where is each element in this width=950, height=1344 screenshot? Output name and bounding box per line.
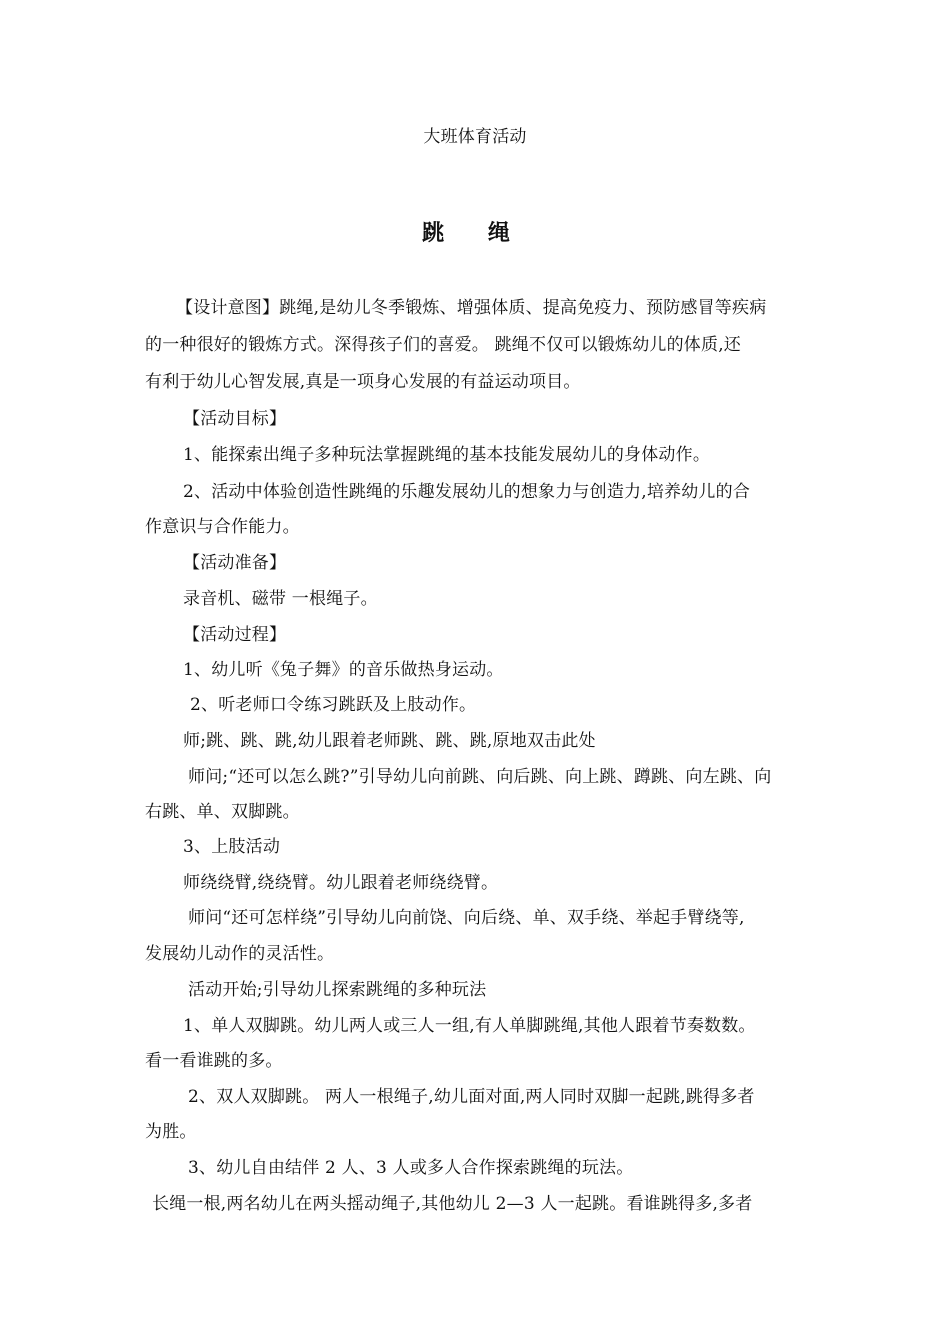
paragraph-line: 录音机、磁带 一根绳子。 xyxy=(183,589,378,609)
paragraph-line: 作意识与合作能力。 xyxy=(145,517,300,537)
document-title: 跳 绳 xyxy=(422,220,528,246)
paragraph-line: 有利于幼儿心智发展,真是一项身心发展的有益运动项目。 xyxy=(145,372,581,392)
paragraph-line: 3、上肢活动 xyxy=(183,837,281,857)
paragraph-line: 右跳、单、双脚跳。 xyxy=(145,802,300,822)
paragraph-line: 长绳一根,两名幼儿在两头摇动绳子,其他幼儿 2—3 人一起跳。看谁跳得多,多者 xyxy=(152,1194,753,1214)
paragraph-line: 1、能探索出绳子多种玩法掌握跳绳的基本技能发展幼儿的身体动作。 xyxy=(183,445,711,465)
paragraph-line: 【设计意图】跳绳,是幼儿冬季锻炼、增强体质、提高免疫力、预防感冒等疾病 xyxy=(176,298,767,318)
paragraph-line: 师问;“还可以怎么跳?”引导幼儿向前跳、向后跳、向上跳、蹲跳、向左跳、向 xyxy=(188,767,772,787)
paragraph-line: 2、活动中体验创造性跳绳的乐趣发展幼儿的想象力与创造力,培养幼儿的合 xyxy=(183,482,751,502)
paragraph-line: 1、幼儿听《兔子舞》的音乐做热身运动。 xyxy=(183,660,504,680)
paragraph-line: 师绕绕臂,绕绕臂。幼儿跟着老师绕绕臂。 xyxy=(183,873,499,893)
paragraph-line: 看一看谁跳的多。 xyxy=(145,1051,283,1071)
document-subtitle: 大班体育活动 xyxy=(423,127,527,147)
section-heading: 【活动过程】 xyxy=(183,625,287,645)
paragraph-line: 的一种很好的锻炼方式。深得孩子们的喜爱。 跳绳不仅可以锻炼幼儿的体质,还 xyxy=(145,335,742,355)
paragraph-line: 发展幼儿动作的灵活性。 xyxy=(145,944,335,964)
paragraph-line: 2、双人双脚跳。 两人一根绳子,幼儿面对面,两人同时双脚一起跳,跳得多者 xyxy=(188,1087,755,1107)
paragraph-line: 为胜。 xyxy=(145,1122,197,1142)
paragraph-line: 2、听老师口令练习跳跃及上肢动作。 xyxy=(190,695,477,715)
paragraph-line: 师问“还可怎样绕”引导幼儿向前饶、向后绕、单、双手绕、举起手臂绕等, xyxy=(188,908,745,928)
paragraph-line: 活动开始;引导幼儿探索跳绳的多种玩法 xyxy=(188,980,487,1000)
section-heading: 【活动目标】 xyxy=(183,409,287,429)
paragraph-line: 3、幼儿自由结伴 2 人、3 人或多人合作探索跳绳的玩法。 xyxy=(188,1158,634,1178)
paragraph-line: 1、单人双脚跳。幼儿两人或三人一组,有人单脚跳绳,其他人跟着节奏数数。 xyxy=(183,1016,756,1036)
section-heading: 【活动准备】 xyxy=(183,553,287,573)
paragraph-line: 师;跳、跳、跳,幼儿跟着老师跳、跳、跳,原地双击此处 xyxy=(183,731,596,751)
